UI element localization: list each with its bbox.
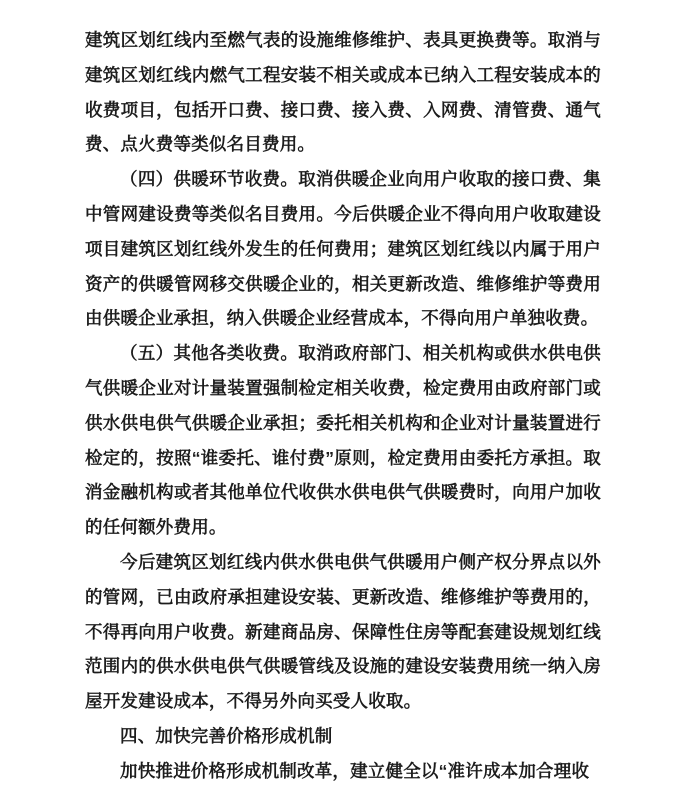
paragraph-gas-fees-continuation: 建筑区划红线内至燃气表的设施维修维护、表具更换费等。取消与建筑区划红线内燃气工程安装不相关或成本已纳入工程安装成本的收费项目，包括开口费、接口费、接入费、入网费、清管费、通气费、点火费等类似名目费用。 — [85, 30, 601, 155]
paragraph-other-fees: （五）其他各类收费。取消政府部门、相关机构或供水供电供气供暖企业对计量装置强制检定相关收费，检定费用由政府部门或供水供电供气供暖企业承担；委托相关机构和企业对计量装置进行检定的，按照“谁委托、谁付费”原则，检定费用由委托方承担。取消金融机构或者其他单位代收供水供电供气供暖费时，向用户加收的任何额外费用。 — [85, 343, 601, 538]
section-heading-price-mechanism: 四、加快完善价格形成机制 — [120, 725, 333, 746]
document-content — [85, 23, 601, 789]
paragraph-heating-fees: （四）供暖环节收费。取消供暖企业向用户收取的接口费、集中管网建设费等类似名目费用。今后供暖企业不得向用户收取建设项目建筑区划红线外发生的任何费用；建筑区划红线以内属于用户资产的供暖管网移交供暖企业的，相关更新改造、维修维护等费用由供暖企业承担，纳入供暖企业经营成本，不得向用户单独收费。 — [85, 169, 601, 329]
paragraph-price-reform-cutoff: 加快推进价格形成机制改革，建立健全以“准许成本加合理收 — [120, 760, 590, 781]
paragraph-pipeline-network: 今后建筑区划红线内供水供电供气供暖用户侧产权分界点以外的管网，已由政府承担建设安装、更新改造、维修维护等费用的，不得再向用户收费。新建商品房、保障性住房等配套建设规划红线范围内的供水供电供气供暖管线及设施的建设安装费用统一纳入房屋开发建设成本，不得另外向买受人收取。 — [85, 551, 601, 712]
